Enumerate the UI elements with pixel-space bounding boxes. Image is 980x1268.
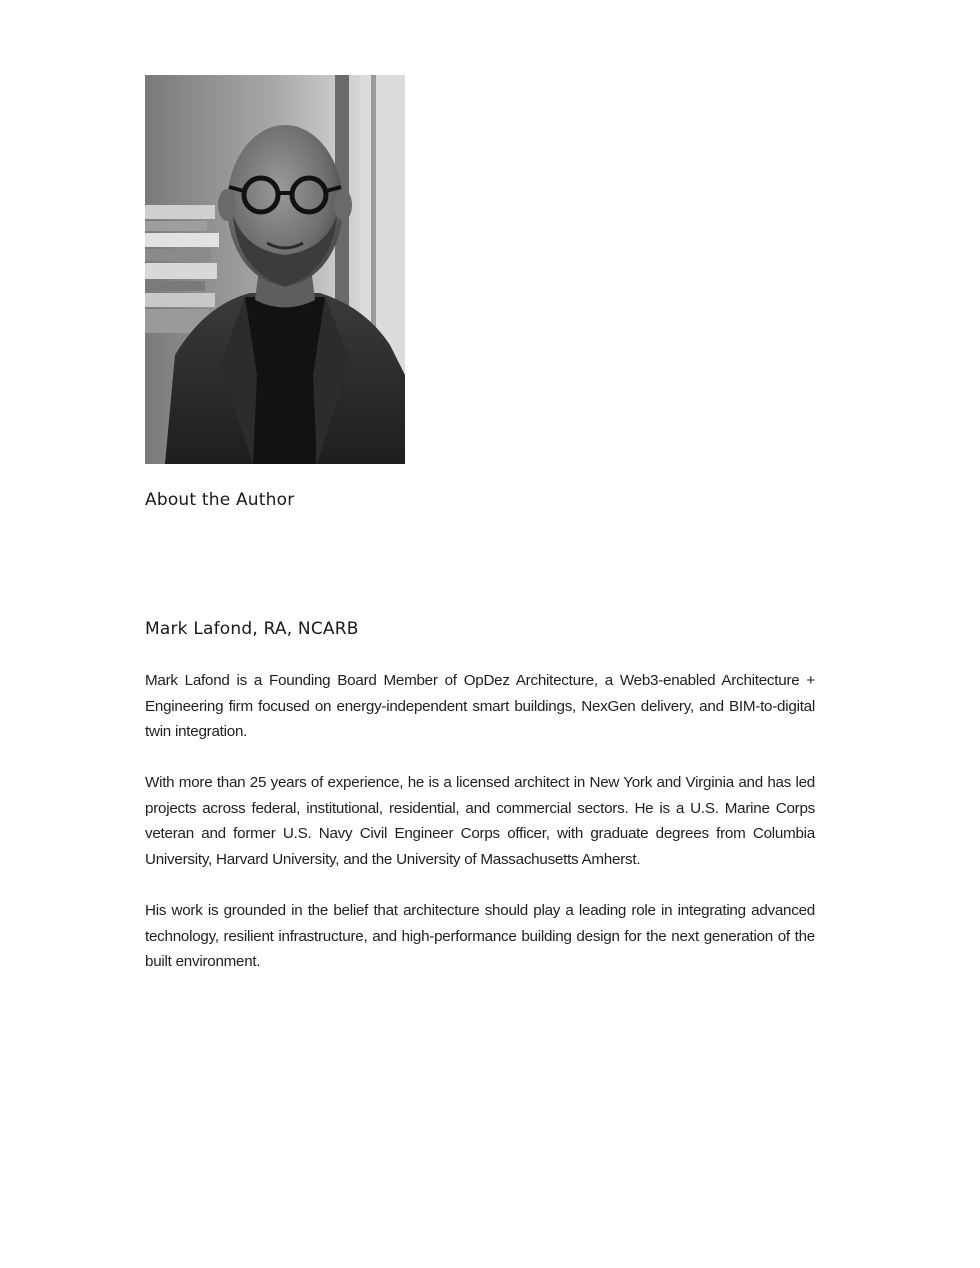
bio-paragraph: Mark Lafond is a Founding Board Member of OpDez Architecture, a Web3-enabled Architecture + Engineering firm focused on energy-independent smart buildings, NexGen delivery, and BIM-to-digital twin integration. (145, 672, 815, 741)
author-portrait (145, 75, 405, 464)
section-heading: About the Author (145, 490, 295, 510)
bio-paragraph: With more than 25 years of experience, he is a licensed architect in New York and Virginia and has led projects across federal, institutional, residential, and commercial sectors. He is a U.S. Marine Corps veteran and former U.S. Navy Civil Engineer Corps officer, with graduate degrees from Columbia University, Harvard University, and the University of Massachusetts Amherst. (145, 774, 815, 869)
author-name: Mark Lafond, RA, NCARB (145, 619, 359, 639)
bio-paragraph: His work is grounded in the belief that architecture should play a leading role in integrating advanced technology, resilient infrastructure, and high-performance building design for the next generation of the built environment. (145, 902, 815, 971)
author-portrait-image (145, 75, 405, 464)
author-bio (145, 668, 815, 1000)
